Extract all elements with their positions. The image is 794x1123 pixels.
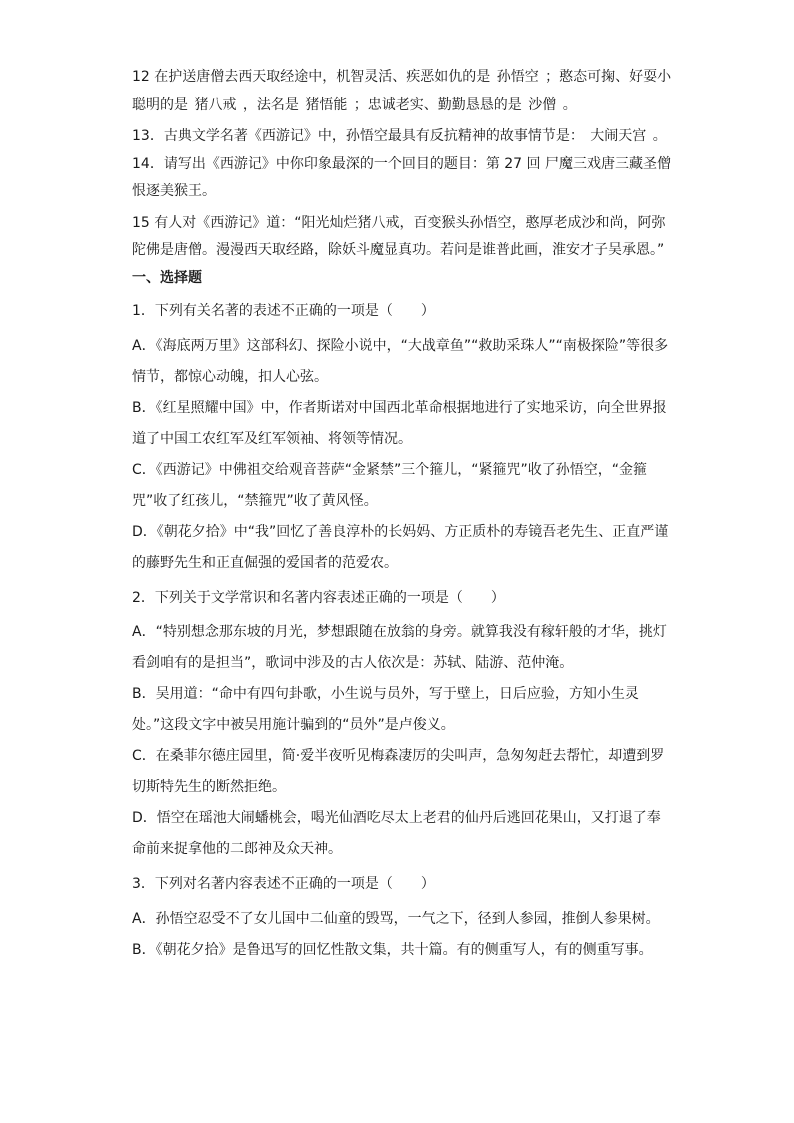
question-stem: 2．下列关于文学常识和名著内容表述正确的一项是（ ） — [132, 589, 505, 606]
question-12-mid1: ；憨态可掬、好耍小聪明的是 — [132, 69, 672, 113]
question-block-3 — [132, 871, 672, 966]
question-12 — [132, 64, 672, 119]
option-b: B．吴用道：“命中有四句卦歌，小生说与员外，写于壁上，日后应验，方知小生灵处。”这段文字中被吴用施计骗到的“员外”是卢俊义。 — [132, 686, 639, 733]
answer-zhu-wuneng: 猪悟能 — [305, 96, 348, 113]
option-b: B．《朝花夕拾》是鲁迅写的回忆性散文集，共十篇。有的侧重写人，有的侧重写事。 — [132, 941, 653, 958]
answer-danao-tiangong: 大闹天宫 — [590, 128, 647, 144]
option-a: A．《海底两万里》这部科幻、探险小说中，“大战章鱼”“救助采珠人”“南极探险”等很多情节，都惊心动魄，扣人心弦。 — [132, 337, 669, 385]
question-12-end: 。 — [558, 96, 577, 113]
option-c: C．在桑菲尔德庄园里，简·爱半夜听见梅森凄厉的尖叫声，急匆匆赶去帮忙，却遭到罗切斯特先生的断然拒绝。 — [132, 748, 665, 795]
question-13 — [132, 123, 672, 151]
question-12-mid2: ，法名是 — [238, 96, 304, 113]
answer-sha-seng: 沙僧 — [528, 96, 557, 113]
section-heading: 一、选择题 — [132, 269, 202, 286]
option-d: D．《朝花夕拾》中“我”回忆了善良淳朴的长妈妈、方正质朴的寿镜吾老先生、正直严谨的藤野先生和正直倔强的爱国者的范爱农。 — [132, 523, 669, 571]
question-13-end: 。 — [648, 128, 667, 144]
question-stem: 3．下列对名著内容表述不正确的一项是（ ） — [132, 876, 435, 892]
question-block-1 — [132, 298, 672, 579]
option-d: D．悟空在瑶池大闹蟠桃会，喝光仙酒吃尽太上老君的仙丹后逃回花果山，又打退了奉命前来捉拿他的二郎神及众天神。 — [132, 810, 661, 857]
question-12-lead: 12 在护送唐僧去西天取经途中，机智灵活、疾恶如仇的是 — [132, 69, 495, 85]
answer-chapter-title: 尸魔三戏唐三藏圣僧恨逐美猴王 — [132, 155, 671, 199]
question-block-2 — [132, 585, 672, 866]
question-15: 15 有人对《西游记》道：“阳光灿烂猪八戒，百变猴头孙悟空，憨厚老成沙和尚，阿弥陀佛是唐僧。漫漫西天取经路，除妖斗魔显真功。若问是谁普此画，淮安才子吴承恩。” — [132, 214, 666, 258]
question-stem: 1．下列有关名著的表述不正确的一项是（ ） — [132, 303, 435, 319]
document-page — [132, 64, 672, 966]
question-14-lead: 14．请写出《西游记》中你印象最深的一个回目的题目：第 — [132, 155, 505, 172]
answer-chapter-number: 27 — [504, 155, 523, 172]
option-a: A．“特别想念那东坡的月光，梦想跟随在放翁的身旁。就算我没有稼轩般的才华，挑灯看剑咱有的是担当”，歌词中涉及的古人依次是：苏轼、陆游、范仲淹。 — [132, 624, 667, 671]
question-13-lead: 13．古典文学名著《西游记》中，孙悟空最具有反抗精神的故事情节是： — [132, 128, 589, 144]
option-a: A．孙悟空忍受不了女儿国中二仙童的毁骂，一气之下，径到人参园，推倒人参果树。 — [132, 910, 660, 927]
question-14 — [132, 151, 672, 206]
option-c: C．《西游记》中佛祖交给观音菩萨“金紧禁”三个箍儿，“紧箍咒”收了孙悟空，“金箍咒”收了红孩儿，“禁箍咒”收了黄风怪。 — [132, 461, 648, 509]
question-14-mid1: 回 — [522, 155, 545, 172]
question-14-end: 。 — [202, 183, 216, 199]
answer-zhu-bajie: 猪八戒 — [194, 96, 237, 113]
question-12-mid3: ；忠诚老实、勤勤恳恳的是 — [349, 96, 527, 113]
answer-sun-wukong: 孙悟空 — [496, 69, 539, 85]
option-b: B．《红星照耀中国》中，作者斯诺对中国西北革命根据地进行了实地采访，向全世界报道了中国工农红军及红军领袖、将领等情况。 — [132, 399, 667, 447]
